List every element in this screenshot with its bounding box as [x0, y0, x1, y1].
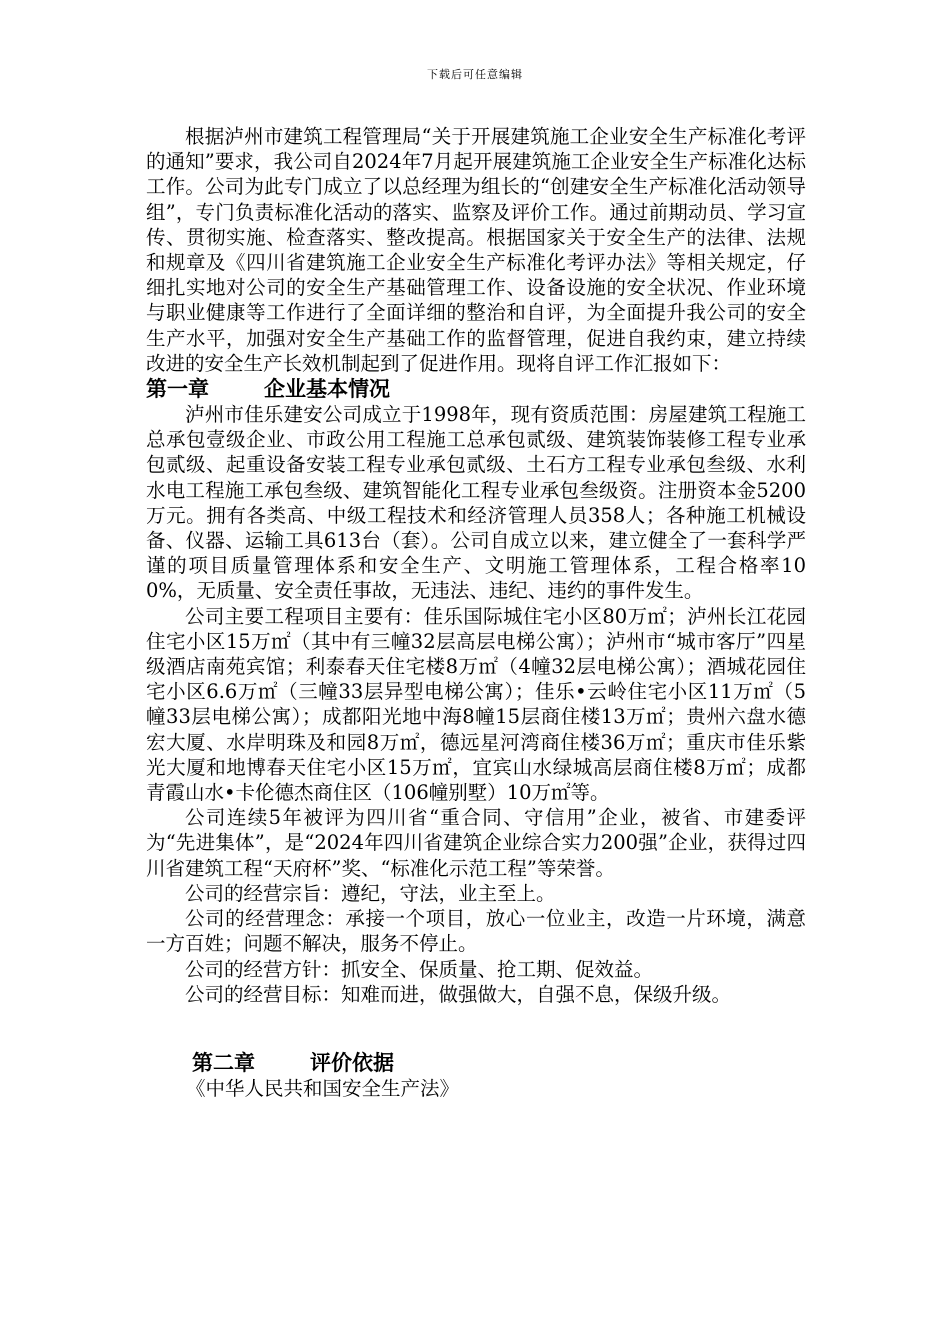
chapter-1-number: 第一章: [146, 376, 209, 402]
purpose-paragraph: 公司的经营宗旨：遵纪，守法，业主至上。: [185, 881, 556, 905]
philosophy-paragraph: 公司的经营理念：承接一个项目，放心一位业主，改造一片环境，满意一方百姓；问题不解决，服务不停止。: [146, 907, 806, 956]
law-item: 《中华人民共和国安全生产法》: [186, 1076, 460, 1100]
policy-paragraph: 公司的经营方针：抓安全、保质量、抢工期、促效益。: [185, 957, 654, 981]
chapter-2-number: 第二章: [192, 1049, 255, 1075]
honors-paragraph: 公司连续5年被评为四川省“重合同、守信用”企业，被省、市建委评为“先进集体”，是“2024年四川省建筑企业综合实力200强”企业，获得过四川省建筑工程“天府杯”奖、“标准化示范工程”等荣誉。: [146, 806, 806, 880]
goal-paragraph: 公司的经营目标：知难而进，做强做大，自强不息，保级升级。: [185, 982, 732, 1006]
chapter-2-heading: [146, 1049, 806, 1076]
projects-paragraph: 公司主要工程项目主要有：佳乐国际城住宅小区80万㎡；泸州长江花园住宅小区15万㎡（其中有三幢32层高层电梯公寓）；泸州市“城市客厅”四星级酒店南苑宾馆；利泰春天住宅楼8万㎡（4幢32层电梯公寓）；酒城花园住宅小区6.6万㎡（三幢33层异型电梯公寓）；佳乐•云岭住宅小区11万㎡（5幢33层电梯公寓）；成都阳光地中海8幢15层商住楼13万㎡；贵州六盘水德宏大厦、水岸明珠及和园8万㎡，德远星河湾商住楼36万㎡；重庆市佳乐紫光大厦和地博春天住宅小区15万㎡，宜宾山水绿城高层商住楼8万㎡；成都青霞山水•卡伦德杰商住区（106幢别墅）10万㎡等。: [146, 604, 806, 805]
document-body: [146, 124, 806, 1101]
chapter-1-title: 企业基本情况: [264, 376, 390, 402]
chapter-2-title: 评价依据: [310, 1049, 394, 1075]
company-overview-paragraph: 泸州市佳乐建安公司成立于1998年，现有资质范围：房屋建筑工程施工总承包壹级企业、市政公用工程施工总承包贰级、建筑装饰装修工程专业承包贰级、起重设备安装工程专业承包贰级、土石方工程专业承包叁级、水利水电工程施工承包叁级、建筑智能化工程专业承包叁级资。注册资本金5200万元。拥有各类高、中级工程技术和经济管理人员358人；各种施工机械设备、仪器、运输工具613台（套）。公司自成立以来，建立健全了一套科学严谨的项目质量管理体系和安全生产、文明施工管理体系，工程合格率100%，无质量、安全责任事故，无违法、违纪、违约的事件发生。: [146, 403, 806, 603]
header-note: 下载后可任意编辑: [427, 68, 523, 81]
intro-paragraph: 根据泸州市建筑工程管理局“关于开展建筑施工企业安全生产标准化考评的通知”要求，我公司自2024年7月起开展建筑施工企业安全生产标准化达标工作。公司为此专门成立了以总经理为组长的“创建安全生产标准化活动领导组”，专门负责标准化活动的落实、监察及评价工作。通过前期动员、学习宣传、贯彻实施、检查落实、整改提高。根据国家关于安全生产的法律、法规和规章及《四川省建筑施工企业安全生产标准化考评办法》等相关规定，仔细扎实地对公司的安全生产基础管理工作、设备设施的安全状况、作业环境与职业健康等工作进行了全面详细的整治和自评，为全面提升我公司的安全生产水平，加强对安全生产基础工作的监督管理，促进自我约束，建立持续改进的安全生产长效机制起到了促进作用。现将自评工作汇报如下：: [146, 125, 806, 375]
chapter-1-heading: [146, 376, 806, 402]
